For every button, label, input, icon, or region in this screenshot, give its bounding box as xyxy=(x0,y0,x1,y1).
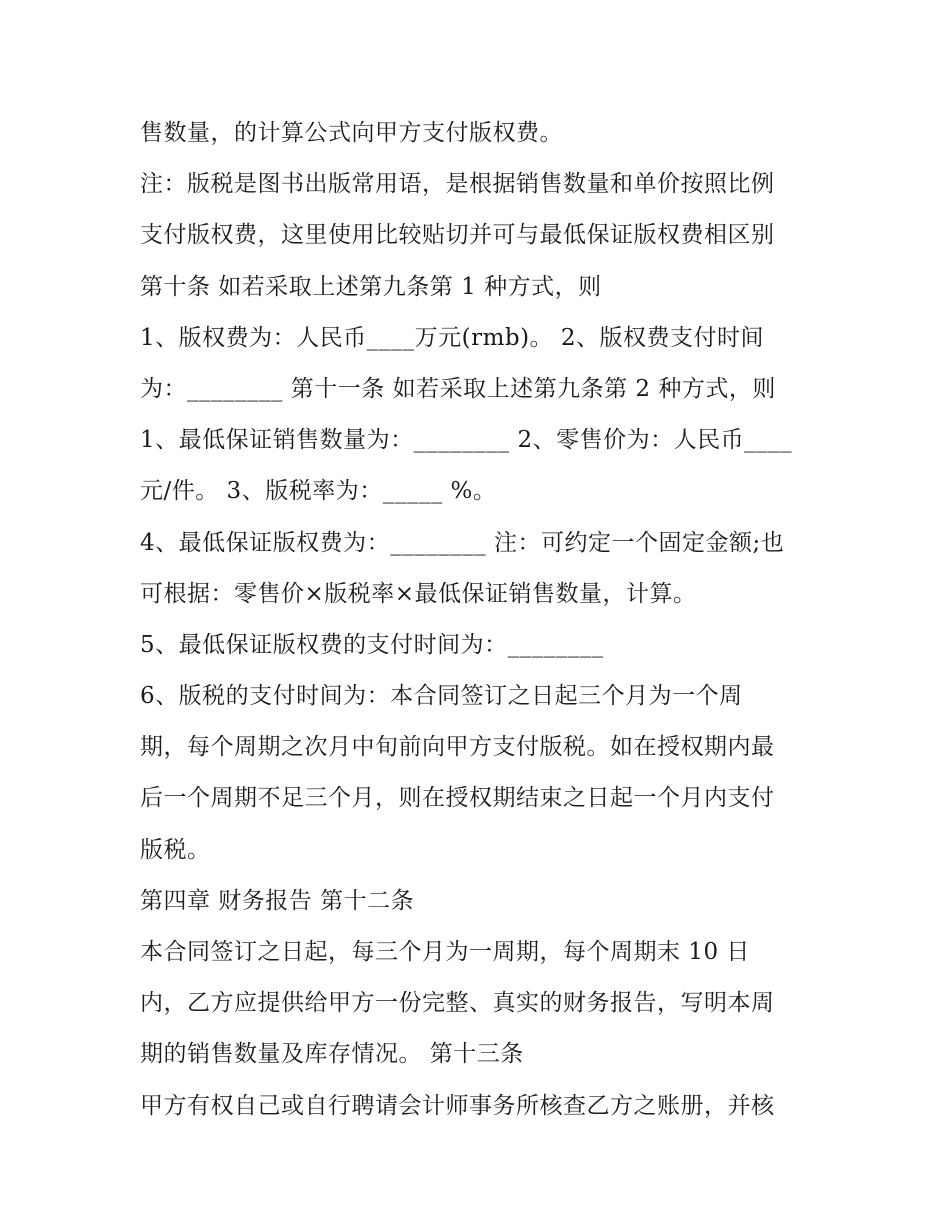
text-line: 甲方有权自己或自行聘请会计师事务所核查乙方之账册，并核 xyxy=(140,1092,775,1119)
text-line: 版税。 xyxy=(140,836,211,863)
text-line: 为：________ 第十一条 如若采取上述第九条第 2 种方式，则 xyxy=(140,375,776,402)
text-line: 期的销售数量及库存情况。 第十三条 xyxy=(140,1041,524,1068)
contract-text-body xyxy=(140,108,840,1132)
text-line: 内，乙方应提供给甲方一份完整、真实的财务报告，写明本周 xyxy=(140,990,775,1017)
text-line: 5、最低保证版权费的支付时间为：________ xyxy=(140,631,604,658)
text-line: 4、最低保证版权费为：________ 注：可约定一个固定金额;也 xyxy=(140,529,785,556)
text-line: 后一个周期不足三个月，则在授权期结束之日起一个月内支付 xyxy=(140,785,775,812)
chapter-heading-line: 第四章 财务报告 第十二条 xyxy=(140,887,415,914)
article-heading-line: 第十条 如若采取上述第九条第 1 种方式，则 xyxy=(140,273,602,300)
text-line: 注：版税是图书出版常用语，是根据销售数量和单价按照比例 xyxy=(140,171,775,198)
text-line: 售数量，的计算公式向甲方支付版权费。 xyxy=(140,120,563,146)
text-line: 6、版税的支付时间为：本合同签订之日起三个月为一个周 xyxy=(140,683,743,710)
text-line: 本合同签订之日起，每三个月为一周期，每个周期末 10 日 xyxy=(140,939,750,965)
text-line: 支付版权费，这里使用比较贴切并可与最低保证版权费相区别 xyxy=(140,222,775,249)
text-line: 可根据：零售价×版税率×最低保证销售数量，计算。 xyxy=(140,580,697,607)
text-line: 1、最低保证销售数量为：________ 2、零售价为：人民币____ xyxy=(140,427,793,454)
text-line: 元/件。 3、版税率为：_____ %。 xyxy=(140,478,497,505)
text-line: 期，每个周期之次月中旬前向甲方支付版税。如在授权期内最 xyxy=(140,734,775,761)
text-line: 1、版权费为：人民币____万元(rmb)。 2、版权费支付时间 xyxy=(140,324,765,351)
